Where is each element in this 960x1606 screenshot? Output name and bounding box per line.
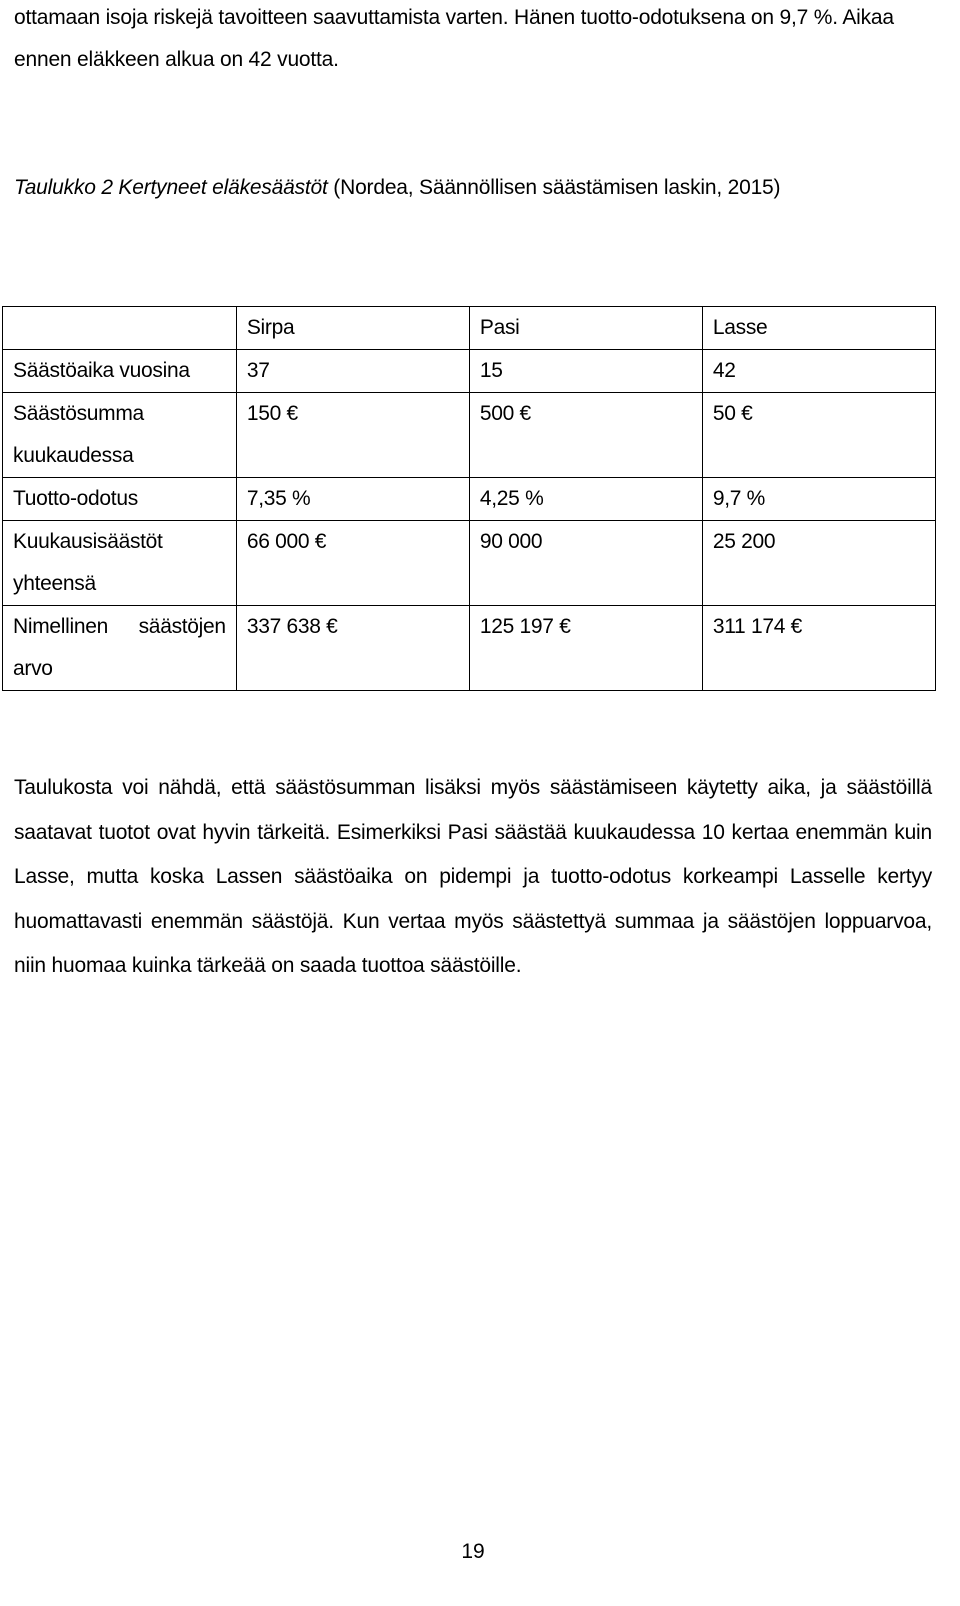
table-cell: 337 638 € (236, 606, 469, 691)
body-paragraph: Taulukosta voi nähdä, että säästösumman lisäksi myös säästämiseen käytetty aika, ja säästöillä saatavat tuotot ovat hyvin tärkeitä. Esimerkiksi Pasi säästää kuukaudessa 10 kertaa enemmän kuin Lasse, mutta koska Lassen säästöaika on pidempi ja tuotto-odotus korkeampi Lasselle kertyy huomattavasti enemmän säästöjä. Kun vertaa myös säästettyä summaa ja säästöjen loppuarvoa, niin huomaa kuinka tärkeää on saada tuottoa säästöille. (14, 776, 932, 977)
row-label-text: Säästöaika vuosina (13, 359, 190, 382)
table-row (3, 478, 936, 521)
table-caption-source: (Nordea, Säännöllisen säästämisen laskin, 2015) (327, 176, 781, 199)
row-label (3, 393, 237, 478)
intro-line-1: ottamaan isoja riskejä tavoitteen saavuttamista varten. Hänen tuotto-odotuksena on 9,7 %. Aikaa (14, 6, 894, 29)
table-cell: 66 000 € (236, 521, 469, 606)
row-label-text: säästöjen (138, 615, 226, 638)
intro-paragraph (14, 0, 944, 81)
table-caption (14, 176, 780, 200)
table-cell: 42 (702, 350, 935, 393)
row-label-text: Säästösumma (13, 402, 144, 425)
table-cell: 37 (236, 350, 469, 393)
table-row (3, 606, 936, 691)
savings-table (2, 306, 936, 691)
row-label (3, 478, 237, 521)
table-header-cell: Lasse (702, 307, 935, 350)
table-header-cell (3, 307, 237, 350)
row-label-text: arvo (13, 657, 53, 680)
table-cell: 25 200 (702, 521, 935, 606)
table-cell: 500 € (469, 393, 702, 478)
table-cell: 15 (469, 350, 702, 393)
row-label-justified (13, 606, 226, 648)
row-label (3, 350, 237, 393)
row-label-text: yhteensä (13, 572, 96, 595)
table-header-row (3, 307, 936, 350)
table-cell: 4,25 % (469, 478, 702, 521)
table-row (3, 350, 936, 393)
table-row (3, 393, 936, 478)
table-header-cell: Pasi (469, 307, 702, 350)
table-cell: 90 000 (469, 521, 702, 606)
table-cell: 9,7 % (702, 478, 935, 521)
row-label (3, 606, 237, 691)
table-header-cell: Sirpa (236, 307, 469, 350)
row-label-text: Tuotto-odotus (13, 487, 138, 510)
intro-line-2: ennen eläkkeen alkua on 42 vuotta. (14, 48, 339, 71)
row-label-text: Kuukausisäästöt (13, 530, 163, 553)
table-cell: 150 € (236, 393, 469, 478)
table-cell: 50 € (702, 393, 935, 478)
row-label (3, 521, 237, 606)
table-caption-title: Taulukko 2 Kertyneet eläkesäästöt (14, 176, 328, 199)
table-cell: 311 174 € (702, 606, 935, 691)
table-row (3, 521, 936, 606)
table-cell: 125 197 € (469, 606, 702, 691)
table-cell: 7,35 % (236, 478, 469, 521)
row-label-text: kuukaudessa (13, 444, 134, 467)
row-label-text: Nimellinen (13, 615, 109, 638)
page-number: 19 (461, 1540, 485, 1563)
